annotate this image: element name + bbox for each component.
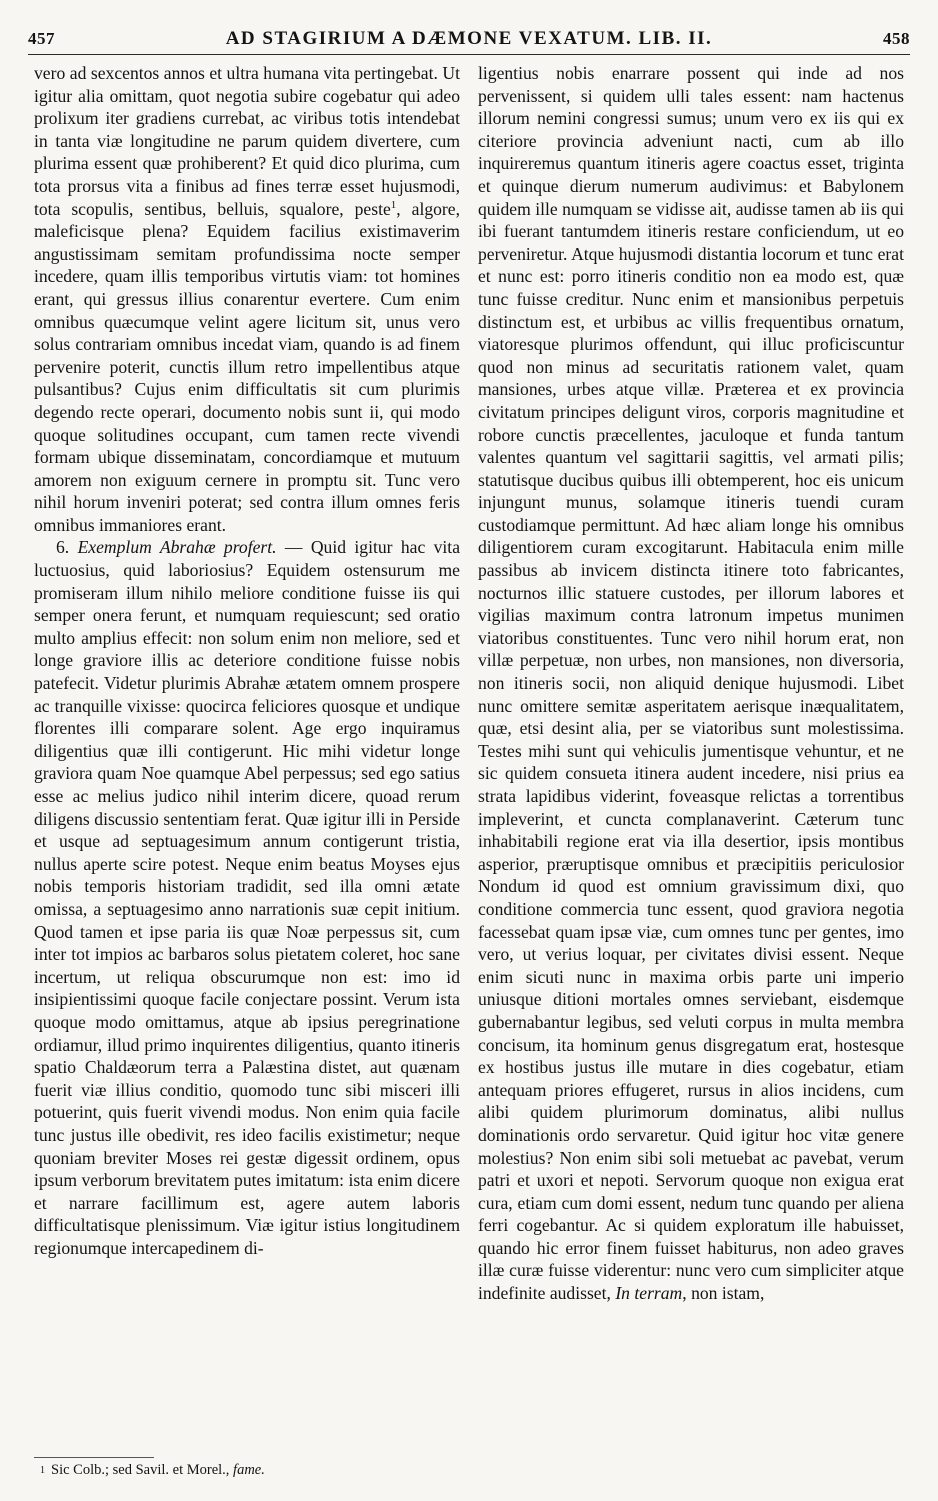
right-paragraph-1 [478,62,904,1305]
footnote-reference[interactable]: 1 [390,198,397,211]
footnote-divider [34,1457,154,1458]
footnote-marker: 1 [40,1465,45,1476]
page-number-left: 457 [28,29,55,48]
running-title: AD STAGIRIUM A DÆMONE VEXATUM. LIB. II. [225,28,713,49]
left-paragraph-1-continuation: , algore, maleficisque plena? Equidem facilius existimaverim angustissimam semitam profundissima nocte semper incedere, quam illis temporibus virtutis viam: tot homines erant, qui gressus illius conarentur evertere. Cum enim omnibus quæcumque velint agere licitum sit, unus vero solus contrariam omnibus incedat viam, quando is ad finem pervenire poterit, cunctis illum retro impellentibus atque pulsantibus? Cujus enim difficultatis sit cum plurimis degendo recte operari, documento nobis sunt ii, qui modo quoque solitudines occupant, cum tamen recte vivendi formam ubique disseminatam, concordiamque et mutuum amorem non exiguum cernere in promptu sit. Tunc vero nihil horum inveniri poterat; sed contra illum omnes feris omnibus immaniores erant. [34,198,460,535]
footnote [40,1461,460,1480]
section-title: Exemplum Abrahæ profert. [77,537,277,558]
footnote-italic: fame. [233,1462,265,1478]
running-header [28,24,910,55]
left-paragraph-1-text: vero ad sexcentos annos et ultra humana vita pertingebat. Ut igitur alia omittam, quot negotia subire cogebatur qui adeo prolixum iter gradiens currebat, ac viribus totis intendebat in tanta viæ longitudine ne parum quidem divertere, cum plurima essent quæ prohiberent? Et quid dico plurima, cum tota prorsus vita a finibus ad fines terræ esset hujusmodi, tota scopulis, sentibus, belluis, squalore, peste [34,63,460,219]
section-number: 6. [56,537,70,558]
left-paragraph-2-text: Quid igitur hac vita luctuosius, quid laboriosius? Equidem ostensurum me promiseram illum nihilo meliore conditione fuisse iis qui semper onera ferunt, et numquam requiescunt; sed oratio multo amplius effecit: non solum enim non meliore, sed et longe graviore illis ac deteriore conditione fuisse nobis patefecit. Videtur plurimis Abrahæ ætatem omnem prospere ac tranquille vixisse: quocirca feliciores quosque et undique florentes illi comparare solent. Age ergo inquiramus diligentius quæ illi contigerunt. Hic mihi videtur longe graviora quam Noe quamque Abel perpessus; sed ego satius esse ac melius judico nihil interim dicere, quoad rerum diligens discussio sententiam ferat. Quæ igitur illi in Perside et usque ad septuagesimum annum contigerunt tristia, nullus aperte scire potest. Neque enim beatus Moyses ejus nobis temporis historiam tradidit, sed illa omni ætate omissa, a septuagesimo anno narrationis suæ cepit initium. Quod tamen et ipse paria iis quæ Noæ perpessus sit, cum inter tot impios ac barbaros solus pietatem coleret, hoc sane incertum, ut reliqua obscurumque non est: imo id insipientissimi quoque facile conjectare possint. Verum ista quoque modo omittamus, atque ab ipsius peregrinatione ordiamur, illud primo inquirentes diligentius, quanto itineris spatio Chaldæorum terra a Palæstina distet, aut quænam fuerit viæ illius conditio, quomodo tunc sibi misceri illi potuerint, quis fuerit vivendi modus. Non enim quia facile tunc justus ille obedivit, res ideo facilis existimetur; neque quoniam breviter Moses rei gestæ digessit ordinem, opus ipsum verborum brevitatem putes imitatum: ista enim dicere et narrare facillimum est, agere autem laboris difficultatisque plenissimum. Viæ igitur istius longitudinem regionumque intercapedinem di- [34,537,460,1258]
footnote-text: Sic Colb.; sed Savil. et Morel., [51,1462,230,1478]
left-paragraph-2 [34,536,460,1259]
right-column [478,62,904,1492]
right-paragraph-end: , non istam, [682,1283,765,1304]
right-paragraph-1-text: ligentius nobis enarrare possent qui inde ad nos pervenissent, si quidem ulli tales essent: nam hactenus illorum nemini congressi sumus; unum vero ex iis qui ex citeriore provincia adveniunt nacti, cum ab illo inquireremus quantum itineris agere coactus esset, triginta et quinque dierum numerum audivimus: et Babylonem quidem ille numquam se vidisse ait, audisse tamen ab iis qui ibi fuerant tantumdem itineris restare conficiendum, ut eo perveniretur. Atque hujusmodi distantia locorum et tunc erat et nunc est: porro itineris conditio non ea modo est, quæ tunc fuisse creditur. Nunc enim et mansionibus perpetuis distinctum est, et urbibus ac villis frequentibus ornatum, viatoresque plurimos offendunt, qui illuc proficiscuntur quod non minus ad securitatis rationem valet, quam mansiones, urbes atque villæ. Præterea et ex provincia civitatum principes deligunt viros, corporis magnitudine et robore cunctis præcellentes, jaculoque et funda tantum valentes quantum vel sagittarii sagittis, vel armati pilis; statutisque ducibus quibus illi obtemperent, hoc eis unicum injungunt munus, solamque itineris tuendi curam custodiamque permittunt. Ad hæc aliam longe his omnibus diligentiorem curam excogitarunt. Habitacula enim mille passibus ab invicem distincta itinere toto fabricantes, nocturnos illic statuere custodes, per illorum labores et vigilias maximum contra latronum impetus munimen viatoribus constituentes. Tunc vero nihil horum erat, non villæ perpetuæ, non urbes, non mansiones, non diversoria, non itineris socii, non aliquid denique hujusmodi. Libet nunc omittere semitæ asperitatem aerisque inæqualitatem, quæ, etsi desint alia, per se viatoribus sunt molestissima. Testes mihi sunt qui vehiculis jumentisque vehuntur, et ne sic quidem consueta itinera audent incedere, nisi prius ea strata lapidibus viderint, foveasque relictas a torrentibus impleverint, et cuncta complanaverint. Cæterum tunc inhabitabili regione erat via illa desertior, ipsis montibus asperior, præruptisque omnibus et præcipitiis periculosior Nondum id quod est omnium gravissimum dixi, quo conditione commercia tunc essent, quod graviora negotia facessebat quam ipsæ viæ, cum omnes tunc per gentes, imo vero, ut verius loquar, per civitates divisi essent. Neque enim sicuti nunc in maxima orbis parte uni imperio uniusque ditioni mortales omnes serviebant, eisdemque gubernabantur legibus, sed veluti corpus in multa membra concisum, ita hominum genus disgregatum erat, hostesque ex hostibus justus ille mutare in dies cogebatur, etiam antequam priores effugeret, rursus in alios incidens, cum alibi quidem plurimorum dominatus, alibi nullus dominationis ordo servaretur. Quid igitur hoc vitæ genere molestius? Non enim sibi soli metuebat ac pavebat, verum patri et uxori et nepoti. Servorum quoque non exigua erat cura, etiam cum domi essent, nedum tunc quando per aliena ferri cogebantur. Ac si quidem exploratum ille habuisset, quando hic error finem fuisset habiturus, non adeo graves illæ curæ fuisse viderentur: nunc vero cum simpliciter atque indefinite audisset, [478,63,904,1304]
left-column [34,62,460,1462]
right-paragraph-italic: In terram [615,1283,683,1304]
section-dash: — [276,537,311,558]
left-paragraph-1 [34,62,460,536]
page-number-right: 458 [882,29,910,48]
